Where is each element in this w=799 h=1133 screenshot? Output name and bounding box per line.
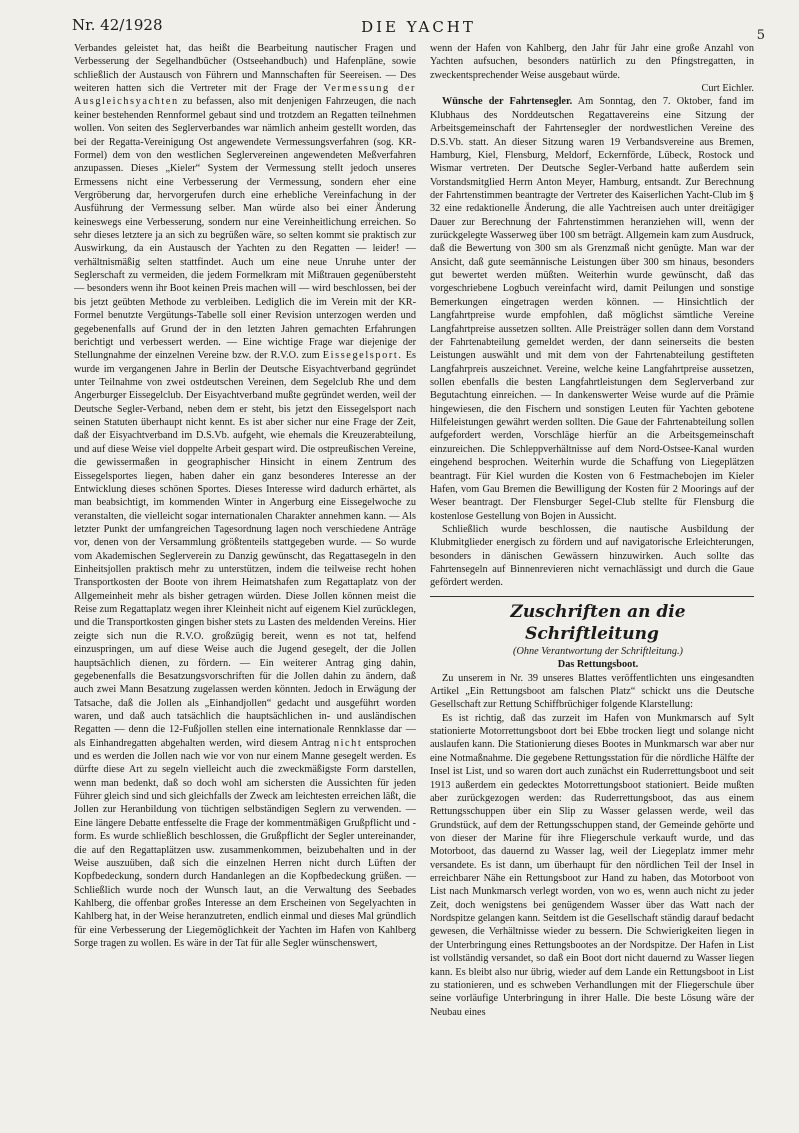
paragraph: Schließlich wurde beschlossen, die nautische Ausbildung der Klubmitglieder energisch zu fördern und auf navigatorische Erleichterungen, besonders in dänischen Gewässern hinzuwirken. Auch sollte das Fahrtensegeln auf Binnenrevieren nicht vernachlässigt und durch die Gaue gefördert werden. (430, 523, 754, 589)
page-header (72, 14, 765, 44)
issue-number: Nr. 42/1928 (72, 16, 163, 34)
emphasis: nicht (333, 737, 363, 749)
page-number: 5 (756, 28, 765, 43)
text-run: Am Sonntag, den 7. Oktober, fand im Klubhaus des Norddeutschen Regattavereins eine Sitzung der Arbeitsgemeinschaft der Fahrtensegler der nordwestlichen Vereine des D.S.Vb. statt. An dieser Sitzung waren 19 Verbandsvereine aus Bremen, Hamburg, Kiel, Flensburg, Meldorf, Eckernförde, Lübeck, Rostock und Wismar vertreten. Der Deutsche Segler-Verband hatte außerdem sein Vorstandsmitglied Herrn Anton Meyer, Hamburg, entsandt. Zur Berechnung der Fahrtenstimmen beantragte der Vertreter des Kaiserlichen Yacht-Club im § 32 eine redaktionelle Änderung, die alle Yachtreisen auch unter dreitägiger Dauer zur Berechnung der Fahrtenstimmen heranziehen will, wenn der zurückgelegte Wasserweg über 100 sm beträgt. Allgemein kam zum Ausdruck, daß die Bewertung von 300 sm als Grenzmaß nicht genügte. Man war der Ansicht, daß gute seemännische Leistungen über 300 sm hinaus, besonders gut bewertet werden müßten. Weiterhin wurde gewünscht, daß das vorgeschriebene Logbuch vereinfacht wird, damit Peilungen und sonstige Bemerkungen eingetragen werden können. — Hinsichtlich der Langfahrtpreise wurde empfohlen, daß möglichst sämtliche Vereine Langfahrtpreise aussetzen sollten. Alle Preisträger sollen dann dem Vorstand der Fahrtenabteilung gemeldet werden, der dann seinerseits die besten Leistungen auswählt und mit dem von der Fahrtenabteilung gestifteten Langfahrpreis auszeichnet. Vereine, welche keine Langfahrtpreise aussetzen, sollen ebenfalls die besten Langfahrtleistungen dem Seglerverband zur Begutachtung einreichen. — In dankenswerter Weise wurde auf die Prämie hingewiesen, die den Fischern und sonstigen Leuten für Yachten gebotene Hilfeleistungen gewährt werden sollten. Die Gaue der Fahrtenabteilung sollen aufgefordert werden, Vorschläge hierfür an die Arbeitsgemeinschaft einzureichen. Die Schleppverhältnisse auf dem Nord-Ostsee-Kanal wurden eingehend besprochen. Weiterhin wurde die Schaffung von Liegeplätzen beantragt. Für Kiel wurden die Kosten von 6 Festmachebojen im Kieler Hafen, vom Gau Bremen die Bewilligung der Kosten für 2 Moorings auf der Weser beantragt. Der Flensburger Segel-Club stellte für Flensburg die kostenlose Gestellung von Bojen in Aussicht. (430, 96, 754, 522)
paragraph (430, 95, 754, 523)
paragraph (74, 42, 416, 950)
magazine-title: DIE YACHT (361, 18, 476, 36)
section-title: Zuschriften an die Schriftleitung (510, 601, 686, 644)
paragraph: wenn der Hafen von Kahlberg, den Jahr für Jahr eine große Anzahl von Yachten aufsuchen, besonders natürlich zu den Pfingstregatten, in zweckentsprechender Weise ausgebaut würde. (430, 43, 754, 81)
paragraph: Zu unserem in Nr. 39 unseres Blattes veröffentlichten uns eingesandten Artikel „Ein Rettungsboot am falschen Platz“ schickt uns die Deutsche Gesellschaft zur Rettung Schiffbrüchiger folgende Klarstellung: (430, 672, 754, 711)
signature: Curt Eichler. (701, 83, 754, 95)
paragraph: Es ist richtig, daß das zurzeit im Hafen von Munkmarsch auf Sylt stationierte Motorrettungsboot dort bei Ebbe trocken liegt und solange nicht auslaufen kann. Die Stationierung dieses Bootes in Munkmarsch war aber nur eine Notmaßnahme. Die gegebene Rettungsstation für die nördliche Hälfte der Insel ist List, und so waren dort auch zunächst ein Ruderrettungsboot und seit 1913 außerdem ein gedecktes Motorrettungsboot stationiert. Beide mußten aber zurückgezogen werden: das Ruderrettungsboot, das aus einem Rettungsschuppen über ein Slip zu Wasser gelassen werde, weil das Grundstück, auf dem der Rettungsschuppen stand, der Gemeinde gehörte und von dieser der Marine für ihre Fliegerschule verkauft wurde, und das Motorboot, das dauernd zu Wasser lag, weil der Liegeplatz immer mehr versandete. Es ist dann, um überhaupt für den nördlichen Teil der Insel in erreichbarer Nähe ein Rettungsboot zur Hand zu haben, das Motorboot von List nach Munkmarsch verlegt worden, von wo es, wenn auch nicht zu jeder Zeit, doch wenigstens bei genügendem Wasser über das Watt nach der Nordspitze gelangen kann. Seitdem ist die Gesellschaft ständig darauf bedacht gewesen, die Verhältnisse wieder zu bessern. Die Schwierigkeiten liegen in der Unterbringung eines Rettungsbootes an der Nordspitze. Der Hafen in List ist vollständig versandet, so daß ein Boot dort nicht dauernd zu Wasser liegen kann. Es bleibt also nur übrig, wieder auf dem Lande ein Rettungsboot in List zu stationieren, und es schweben Verhandlungen mit der Fliegerschule über seine vorläufige Unterbringung in ihrer Halle. Die beste Lösung wäre der Neubau eines (430, 712, 754, 1018)
text-run: Es wurde im vergangenen Jahre in Berlin der Deutsche Eisyachtverband gegründet unter Teilnahme von zwei ostdeutschen Vereinen, dem Segelclub Rhe und dem Angerburger Eissegelclub. Der Eisyachtverband mußte gegründet werden, weil der Deutsche Segler-Verband, neben dem er steht, bis jetzt den Eissegelsport nach seinen Statuten überhaupt nicht kennt. Es ist aber sicher nur eine Frage der Zeit, daß der Eisyachtverband im D.S.Vb. aufgeht, wie ehemals die Kreuzerabteilung, und auf diese Weise viel doppelte Arbeit gespart wird. Die ostpreußischen Vereine, die gewissermaßen in geographischer Hinsicht in einem Zentrum des Eissegelsportes liegen, haben daher ein ganz besonderes Interesse an der Entwicklung dieses schönen Sportes. Dieses Interesse wird dadurch erhärtet, als man beabsichtigt, im kommenden Winter in Angerburg eine Eissegelwoche zu veranstalten, die vielleicht sogar internationalen Charakter annehmen kann. — Als letzter Punkt der umfangreichen Tagesordnung lagen noch verschiedene Anträge vor, denen von der Versammlung größtenteils stattgegeben wurde. — So wurde vom Akademischen Seglerverein zu Danzig gewünscht, das Regattasegeln in den Einheitsjollen praktisch mehr zu unterstützen, indem die teilweise recht hohen Transportkosten der Boote von ihrem Heimatshafen zum Regattaplatz von der Allgemeinheit mehr als bisher getragen würden. Diese Jollen können meist die Reise zum Regattaplatz wegen ihrer Kleinheit nicht auf eigenem Kiel zurücklegen, und die Transportkosten gingen bisher stets zu Lasten des meldenden Vereins. Hier zeigte sich nun die R.V.O. großzügig bereit, wenn es not tat, helfend einzuspringen, um auf diese Weise auch die Jugend gesegelt, der die Jollen hauptsächlich dienen, zu fördern. — Ein weiterer Antrag ging dahin, gegebenenfalls die Besatzungsvorschriften für die Jollen dahin zu ändern, daß auch zwei Mann Besatzung zugelassen werden könnten. Jedoch in Erwägung der Tatsache, daß die Jollen als „Einhandjollen“ gedacht und ausgeführt worden waren, und daß auch tatsächlich die hauptsächlichen in- und ausländischen Regatten — denn die 12-Fußjollen stellen eine internationale Rennklasse dar — als Einhandregatten abgehalten werden, wird diesem Antrag (74, 350, 416, 749)
text-run: Verbandes geleistet hat, das heißt die Bearbeitung nautischer Fragen und Verbesserung der Segelhandbücher (Ostseehandbuch) und Hafenpläne, sowie schließlich der Austausch von Führern und Mannschaften für Seereisen. — Des weiteren hatten sich die Vertreter mit der Frage der (74, 43, 416, 95)
emphasis: Vermessung der Ausgleichsyachten (74, 83, 416, 108)
left-column (74, 42, 416, 1082)
text-run: entsprochen und es werden die Jollen nach wie vor von nur einem Manne gesegelt werden. Es dürfte diese Art zu segeln vielleicht auch die zweckmäßigste Form darstellen, wenn man bedenkt, daß so doch wohl am sichersten die Aussichten für jeden Führer gleich sind und sich gleichfalls der Zweck am leichtesten erreichen läßt, die Jollen zur Heranbildung von tüchtigen selbständigen Seglern zu verwenden. — Eine längere Debatte entfesselte die Frage der kommentmäßigen Grußpflicht und -form. Es wurde schließlich beschlossen, die Grußpflicht der Segler untereinander, die auf den Regattaplätzen usw. zusammenkommen, beizubehalten und in der Weise auszuüben, daß sich die einzelnen Herren nicht durch Lüften der Kopfbedeckung, sondern durch Handanlegen an die Kopfbedeckung grüßen. — Schließlich wurde noch der Wunsch laut, an die Verwaltung des Seebades Kahlberg, die offenbar großes Interesse an dem Erscheinen von Segelyachten in Kahlberg hat, in der Weise heranzutreten, endlich einmal und dieses Mal gründlich für eine Verbesserung der Liegemöglichkeit der Yachten im Hafen von Kahlberg Sorge tragen zu wollen. Es wäre in der Tat für alle Segler wünschenswert, (74, 737, 416, 950)
subheading: Wünsche der Fahrtensegler. (442, 96, 573, 108)
text-run: zu befassen, also mit denjenigen Fahrzeugen, die nach keiner bestehenden Rennformel gebaut sind und trotzdem an Regatten teilnehmen wollen. Von seiten des Seglerverbandes war nämlich anheim gestellt worden, das bei der Regatta-Vereinigung Ost angewendete Vermessungsverfahren (sog. KR-Formel) dem von den westlichen Seglervereinen angewendeten Meßverfahren anzupassen. Dieses „Kieler“ System der Vermessung stellt jedoch unseres Ermessens nicht eine Verbesserung der Vermessung, sondern eher eine Vergröberung dar, hervorgerufen durch eine erhebliche Vereinfachung in der Ausführung der Vermessung selber. Man würde also bei einer Änderung keineswegs eine Verbesserung, sondern nur eine Vereinheitlichung erreichen. So sehr dieses letztere ja an sich zu begrüßen wäre, so selten kommt sie praktisch zur Auswirkung, da ein Austausch der Yachten zu den Regatten — leider! — verhältnismäßig selten stattfindet. Auch um eine neue Unruhe unter der Seglerschaft zu vermeiden, die jedem Formelkram mit Mißtrauen gegenübersteht — besonders wenn ihr Boot keinen Preis machen will — wird beschlossen, bei der bis jetzt geübten Methode zu verbleiben. Lediglich die im Verein mit der KR-Formel benutzte Vergütungs-Tabelle soll einer Revision unterzogen werden und gegebenenfalls auf Grund der in den letzten Jahren gemachten Erfahrungen berichtigt und verbessert werden. — Eine wichtige Frage war diejenige der Stellungnahme der einzelnen Vereine bzw. der R.V.O. zum (74, 96, 416, 362)
article-title: Das Rettungsboot. (557, 659, 639, 671)
section-subtitle: (Ohne Verantwortung der Schriftleitung.) (513, 645, 683, 657)
section-divider (430, 596, 754, 597)
emphasis: Eissegelsport. (322, 350, 403, 362)
right-column (430, 42, 754, 1082)
